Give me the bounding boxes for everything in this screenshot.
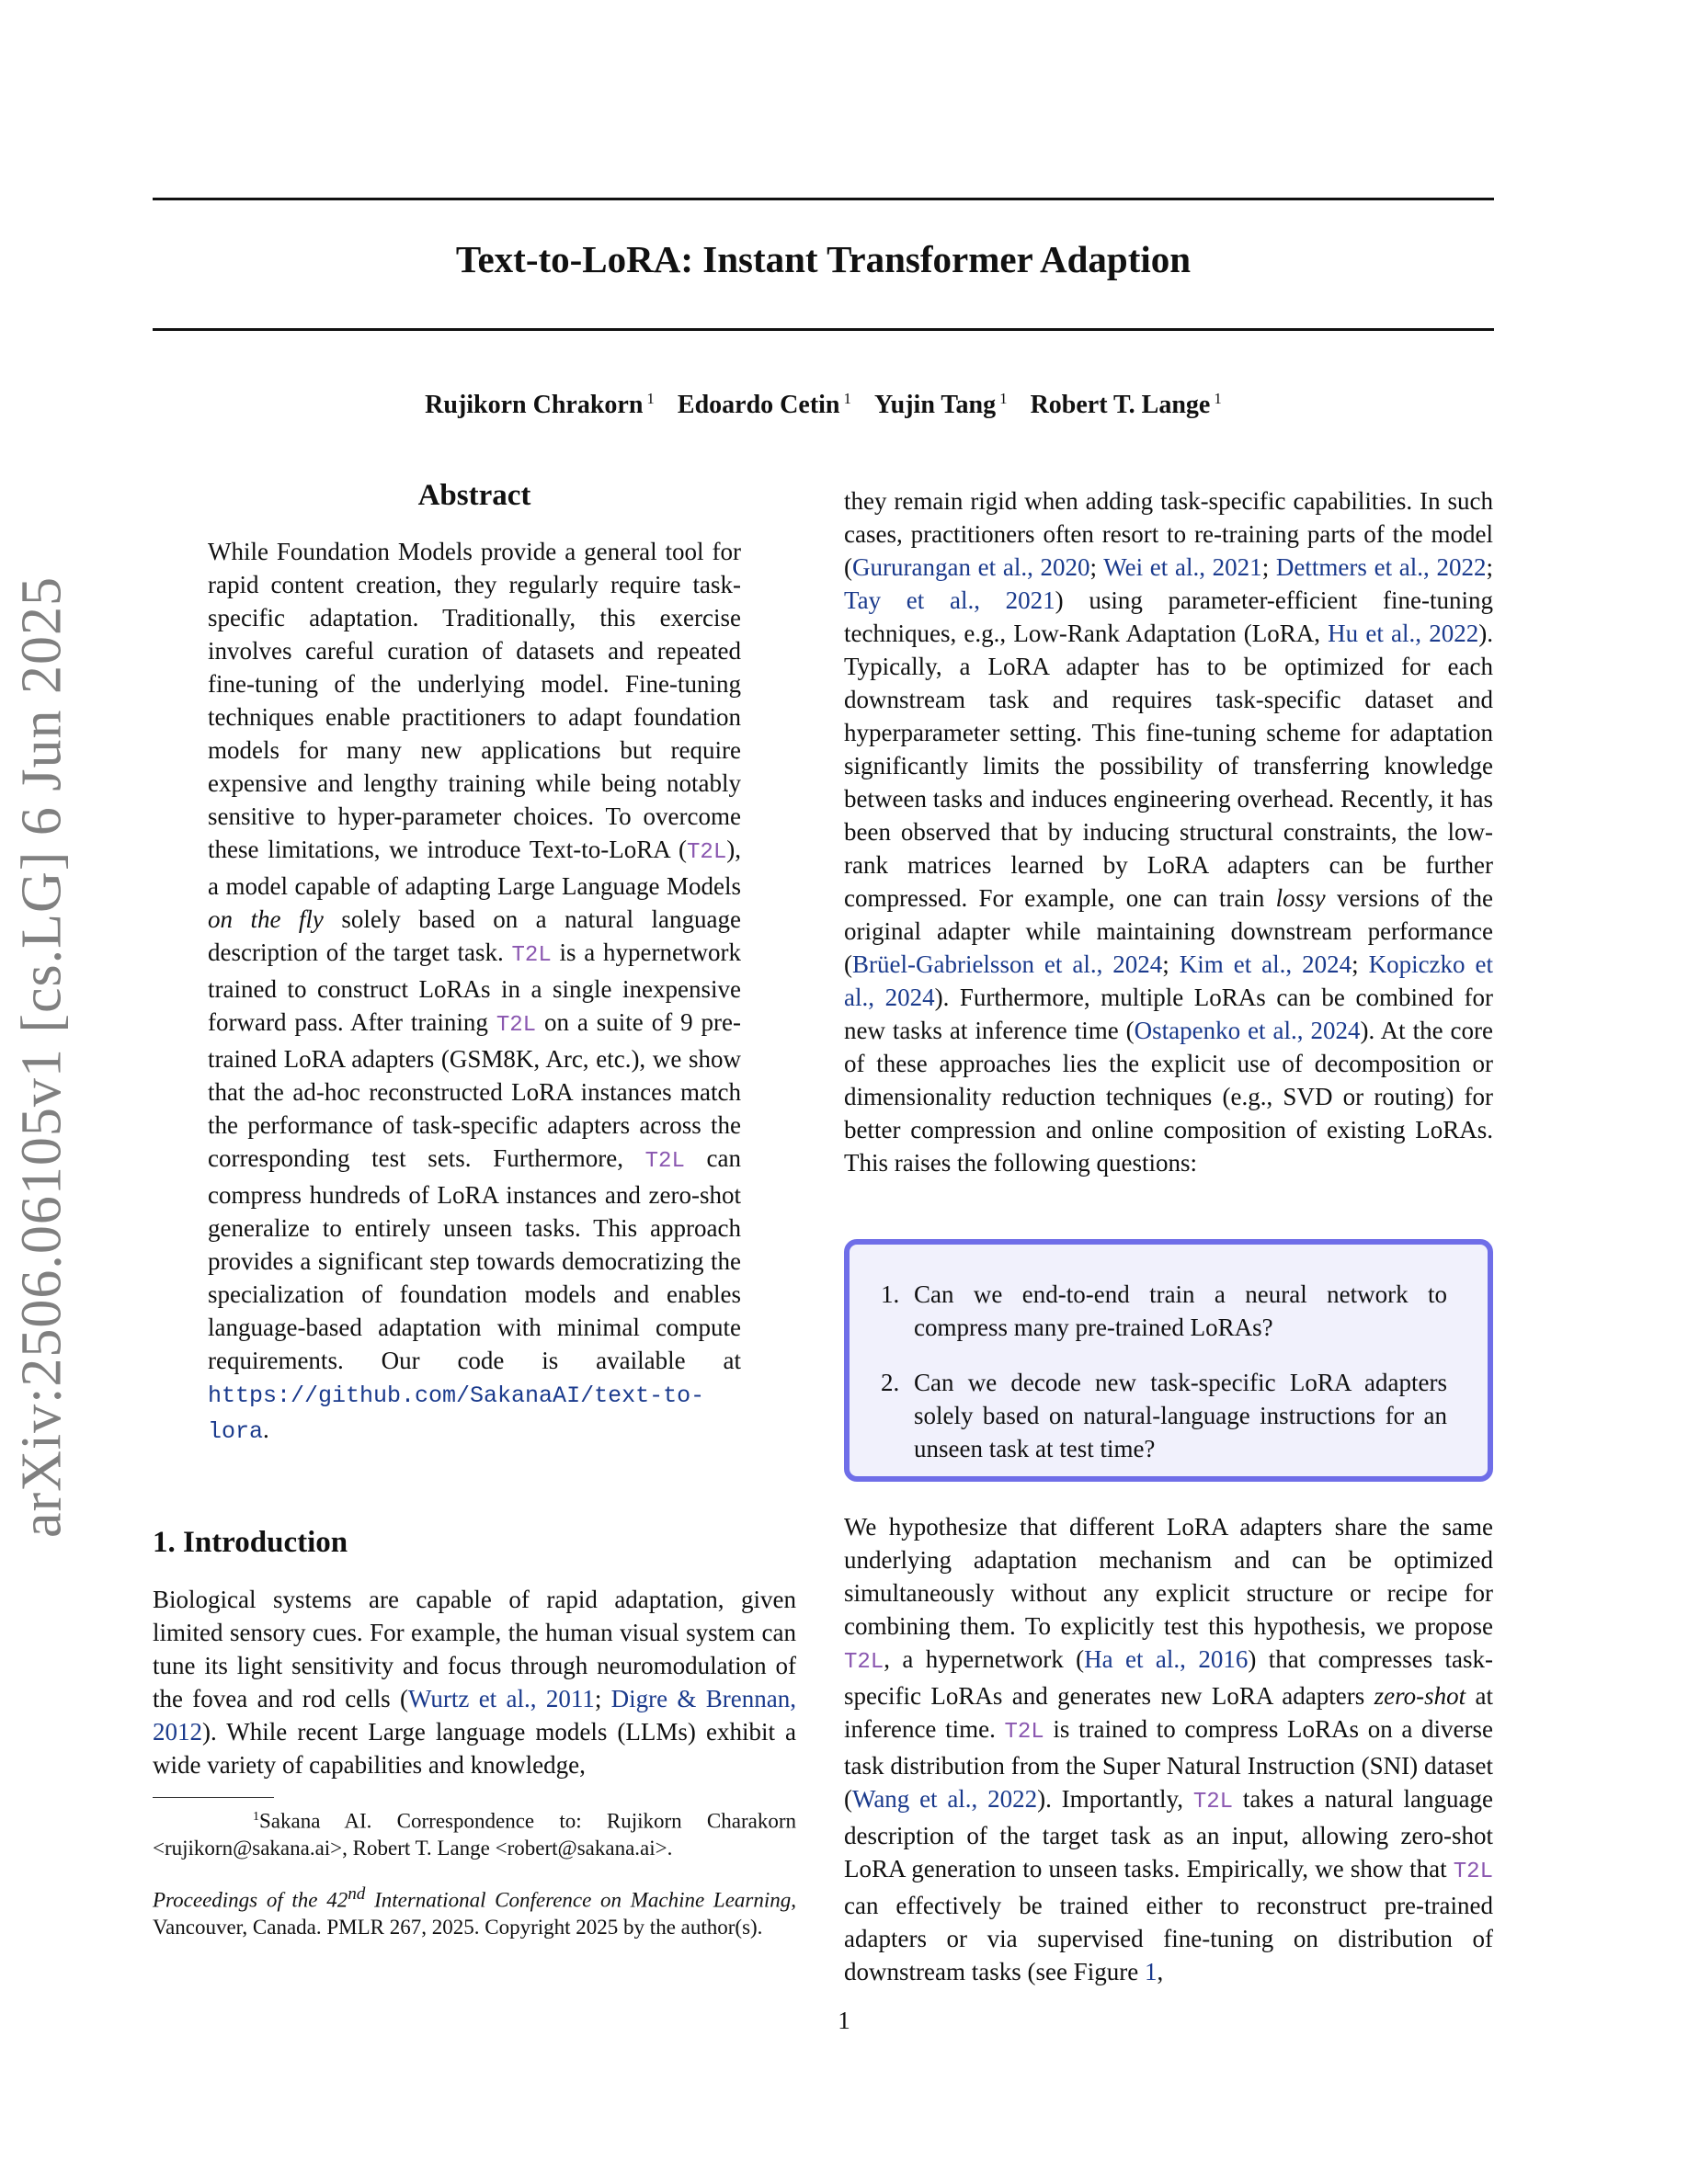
- abstract-heading: Abstract: [417, 479, 531, 512]
- citation-link[interactable]: Ha et al., 2016: [1084, 1645, 1249, 1673]
- author: Rujikorn Chrakorn $^1$: [425, 390, 655, 420]
- citation-link[interactable]: Wei et al., 2021: [1103, 553, 1262, 581]
- research-question: 2. Can we decode new task-specific LoRA adapters solely based on natural-language instructions for an unseen task at test time?: [881, 1369, 1447, 1462]
- title-rule-bottom: [153, 328, 1494, 331]
- t2l-mention: T2L: [1192, 1790, 1234, 1814]
- t2l-mention: T2L: [844, 1650, 884, 1675]
- citation-link[interactable]: Digre & Brennan, 2012: [153, 1685, 796, 1746]
- title-rule-top: [153, 198, 1494, 200]
- t2l-mention: T2L: [687, 840, 727, 865]
- t2l-mention: T2L: [1004, 1720, 1044, 1745]
- affiliation-footnote: $^1$Sakana AI. Correspondence to: Rujikorn Charakorn <rujikorn@sakana.ai>, Robert T. Lange <robert@sakana.ai>.: [153, 1809, 796, 1860]
- proceedings-note: Proceedings of the 42nd International Conference on Machine Learning, Vancouver, Canada. PMLR 267, 2025. Copyright 2025 by the author(s).: [153, 1884, 796, 1939]
- page-number: 1: [838, 2007, 850, 2034]
- citation-link[interactable]: Kopiczko et al., 2024: [844, 950, 1493, 1011]
- t2l-mention: T2L: [1453, 1860, 1493, 1884]
- author: Yujin Tang $^1$: [874, 390, 1008, 420]
- citation-link[interactable]: Kim et al., 2024: [1179, 950, 1352, 978]
- introduction-heading: 1. Introduction: [153, 1526, 348, 1559]
- research-question: 1. Can we end-to-end train a neural network to compress many pre-trained LoRAs?: [881, 1280, 1447, 1341]
- citation-link[interactable]: Wang et al., 2022: [852, 1785, 1038, 1813]
- research-questions-list: [881, 1278, 1447, 1487]
- arxiv-identifier-stamp: arXiv:2506.06105v1 [cs.LG] 6 Jun 2025: [10, 575, 74, 1539]
- paper-title: Text-to-LoRA: Instant Transformer Adaption: [455, 238, 1192, 280]
- author: Edoardo Cetin $^1$: [677, 390, 851, 420]
- author: Robert T. Lange $^1$: [1030, 390, 1222, 420]
- citation-link[interactable]: Hu et al., 2022: [1328, 620, 1479, 647]
- t2l-mention: T2L: [511, 943, 552, 968]
- abstract-body: While Foundation Models provide a general tool for rapid content creation, they regularly require task-specific adaptation. Traditionally, this exercise involves careful curation of datasets and repeated fine-tuning of the underlying model. Fine-tuning techniques enable practitioners to adapt foundation models for many new applications but require expensive and lengthy training while being notably sensitive to hyper-parameter choices. To overcome these limitations, we introduce Text-to-LoRA (T2L), a model capable of adapting Large Language Models on the fly solely based on a natural language description of the target task. T2L is a hypernetwork trained to construct LoRAs in a single inexpensive forward pass. After training T2L on a suite of 9 pre-trained LoRA adapters (GSM8K, Arc, etc.), we show that the ad-hoc reconstructed LoRA instances match the performance of task-specific adapters across the corresponding test sets. Furthermore, T2L can compress hundreds of LoRA instances and zero-shot generalize to entirely unseen tasks. This approach provides a significant step towards democratizing the specialization of foundation models and enables language-based adaptation with minimal compute requirements. Our code is available at https://github.com/SakanaAI/text-to-lora.: [208, 538, 742, 1445]
- citation-link[interactable]: Gururangan et al., 2020: [852, 553, 1090, 581]
- citation-link[interactable]: Ostapenko et al., 2024: [1134, 1017, 1361, 1044]
- code-repository-link[interactable]: https://github.com/SakanaAI/text-to-lora: [208, 1382, 705, 1445]
- introduction-paragraph-2: We hypothesize that different LoRA adapters share the same underlying adaptation mechanism and can be optimized simultaneously without any explicit structure or recipe for combining them. To explicitly test this hypothesis, we propose T2L, a hypernetwork (Ha et al., 2016) that compresses task-specific LoRAs and generates new LoRA adapters zero-shot at inference time. T2L is trained to compress LoRAs on a diverse task distribution from the Super Natural Instruction (SNI) dataset (Wang et al., 2022). Importantly, T2L takes a natural language description of the target task as an input, allowing zero-shot LoRA generation to unseen tasks. Empirically, we show that T2L can effectively be trained either to reconstruct pre-trained adapters or via supervised fine-tuning on distribution of downstream tasks (see Figure 1,: [844, 1513, 1493, 1985]
- citation-link[interactable]: Brüel-Gabrielsson et al., 2024: [852, 950, 1163, 978]
- t2l-mention: T2L: [496, 1013, 537, 1038]
- citation-link[interactable]: Dettmers et al., 2022: [1275, 553, 1487, 581]
- introduction-paragraph-1-continued: they remain rigid when adding task-specific capabilities. In such cases, practitioners often resort to re-training parts of the model (Gururangan et al., 2020; Wei et al., 2021; Dettmers et al., 2022; Tay et al., 2021) using parameter-efficient fine-tuning techniques, e.g., Low-Rank Adaptation (LoRA, Hu et al., 2022). Typically, a LoRA adapter has to be optimized for each downstream task and requires task-specific dataset and hyperparameter setting. This fine-tuning scheme for adaptation significantly limits the possibility of transferring knowledge between tasks and induces engineering overhead. Recently, it has been observed that by inducing structural constraints, the low-rank matrices learned by LoRA adapters can be further compressed. For example, one can train lossy versions of the original adapter while maintaining downstream performance (Brüel-Gabrielsson et al., 2024; Kim et al., 2024; Kopiczko et al., 2024). Furthermore, multiple LoRAs can be combined for new tasks at inference time (Ostapenko et al., 2024). At the core of these approaches lies the explicit use of decomposition or dimensionality reduction techniques (e.g., SVD or routing) for better compression and online composition of existing LoRAs. This raises the following questions:: [844, 487, 1494, 1177]
- t2l-mention: T2L: [644, 1149, 685, 1174]
- citation-link[interactable]: Tay et al., 2021: [844, 586, 1055, 614]
- introduction-paragraph-1: Biological systems are capable of rapid adaptation, given limited sensory cues. For example, the human visual system can tune its light sensitivity and focus through neuromodulation of the fovea and rod cells (Wurtz et al., 2011; Digre & Brennan, 2012). While recent Large language models (LLMs) exhibit a wide variety of capabilities and knowledge,: [153, 1586, 796, 1779]
- research-questions-box: [844, 1239, 1493, 1482]
- footnote-rule: [153, 1797, 274, 1798]
- citation-link[interactable]: Wurtz et al., 2011: [408, 1685, 595, 1712]
- author-list: [153, 390, 1494, 420]
- figure-reference-link[interactable]: 1: [1144, 1958, 1158, 1985]
